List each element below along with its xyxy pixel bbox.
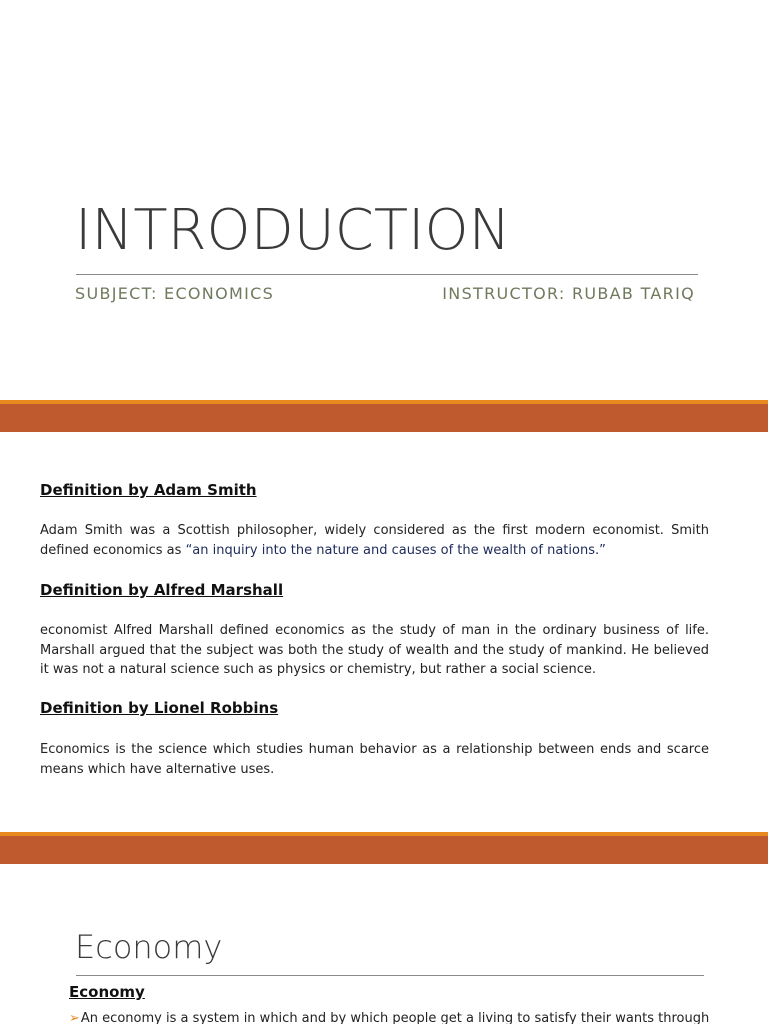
slide-title: INTRODUCTION xyxy=(75,198,511,263)
definition-body-alfred-marshall: economist Alfred Marshall defined economics as the study of man in the ordinary business of life. Marshall argued that the subject was both the study of wealth and the study of mankind. He believed it was not a natural science such as physics or chemistry, but rather a social science. xyxy=(40,623,709,677)
subject-label: SUBJECT: ECONOMICS xyxy=(75,284,275,303)
definition-body-adam-smith xyxy=(40,521,709,560)
economy-title: Economy xyxy=(75,928,223,966)
arrow-bullet-icon: ➢ xyxy=(69,1011,80,1024)
instructor-label: INSTRUCTOR: RUBAB TARIQ xyxy=(442,284,695,303)
definition-heading-lionel-robbins: Definition by Lionel Robbins xyxy=(40,699,279,717)
definition-heading-alfred-marshall: Definition by Alfred Marshall xyxy=(40,581,284,599)
title-divider xyxy=(76,274,698,275)
slide-separator xyxy=(0,832,768,864)
definition-text: Adam Smith was a Scottish philosopher, widely considered as the first modern economist. Smith defined economics as xyxy=(40,523,709,558)
definition-body-lionel-robbins: Economics is the science which studies human behavior as a relationship between ends and scarce means which have alternative uses. xyxy=(40,742,709,777)
economy-subheading: Economy xyxy=(69,983,145,1001)
economy-bullet xyxy=(69,1011,709,1024)
definition-heading-adam-smith: Definition by Adam Smith xyxy=(40,481,257,499)
economy-divider xyxy=(76,975,704,976)
definition-quote: “an inquiry into the nature and causes of the wealth of nations.” xyxy=(185,542,606,558)
bullet-text: An economy is a system in which and by which people get a living to satisfy their wants through xyxy=(80,1011,709,1024)
slide-separator xyxy=(0,400,768,432)
